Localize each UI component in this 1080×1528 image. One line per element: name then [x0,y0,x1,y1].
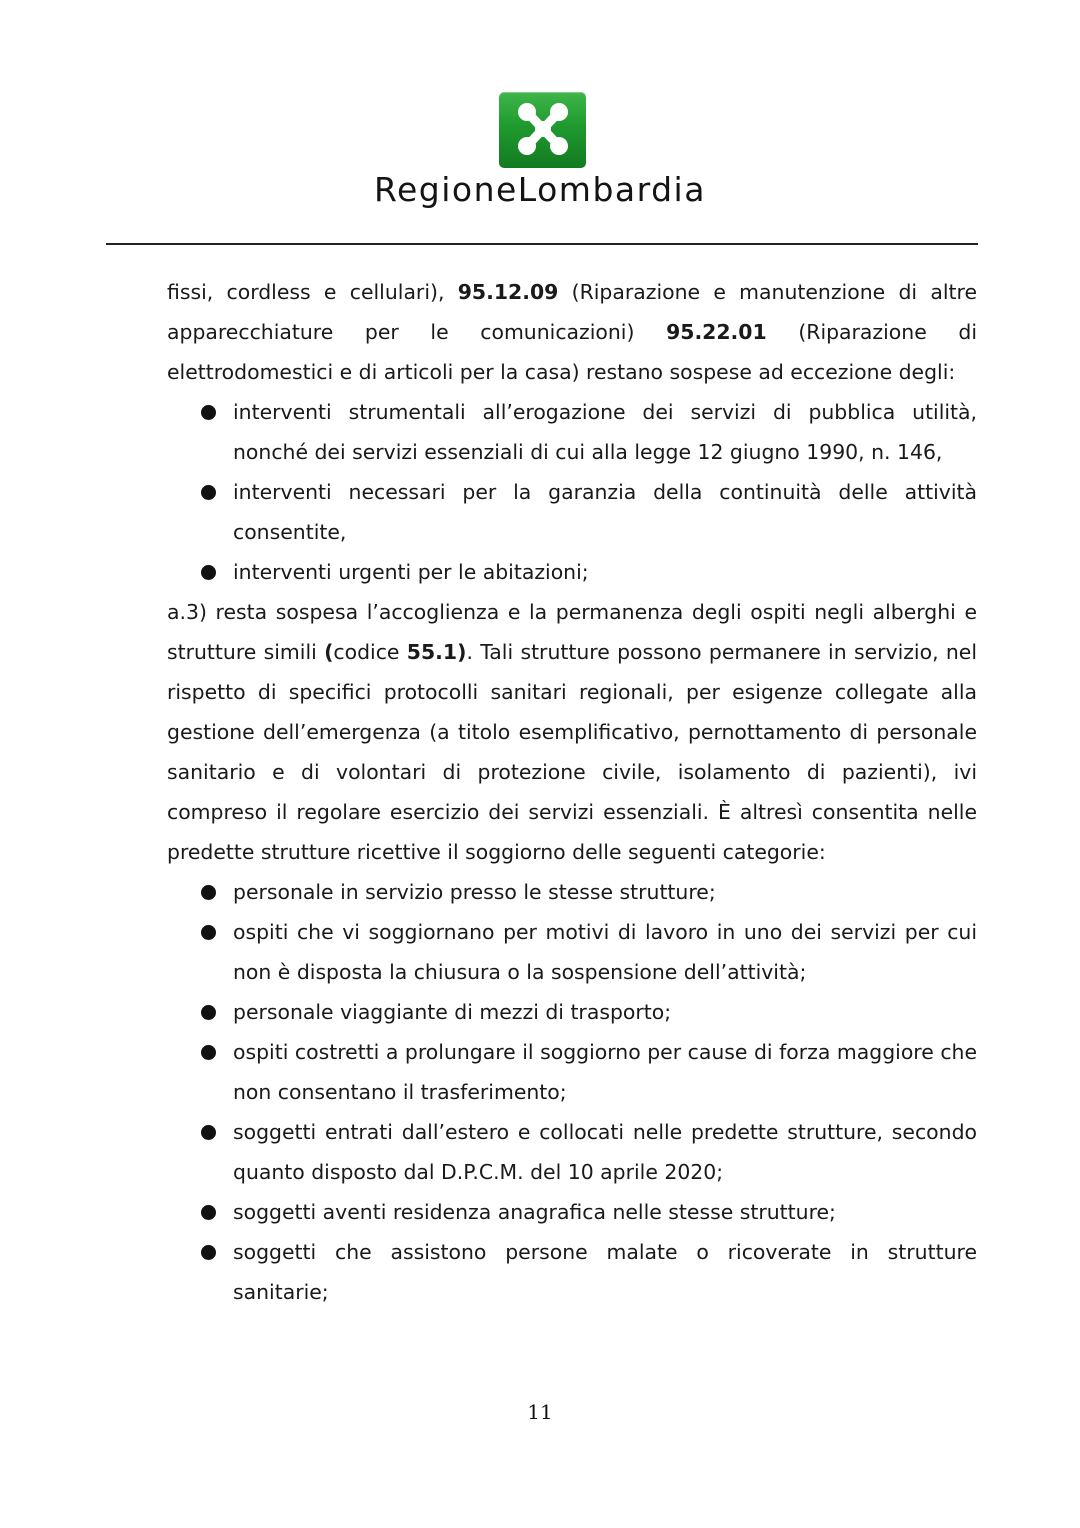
paragraph-2 [167,592,977,872]
rosa-camuna-icon [499,92,586,168]
regione-lombardia-logo [499,92,586,168]
list-item-text: personale viaggiante di mezzi di trasporto; [233,1000,672,1024]
list-item [167,392,977,472]
list-item-text: soggetti aventi residenza anagrafica nelle stesse strutture; [233,1200,836,1224]
ateco-code: 55.1) [406,640,467,664]
bullet-icon [201,565,216,580]
bullet-icon [201,1245,216,1260]
list-item [167,1232,977,1312]
list-item-text: interventi strumentali all’erogazione dei servizi di pubblica utilità, nonché dei servizi essenziali di cui alla legge 12 giugno 1990, n. 146, [233,400,977,464]
bullet-icon [201,1005,216,1020]
paragraph-1 [167,272,977,392]
paren: ( [324,640,334,664]
text: (Riparazione di elettrodomestici e di articoli per la casa) restano sospese ad eccezione degli: [167,320,977,384]
text: a.3) resta sospesa l’accoglienza e la permanenza degli ospiti negli alberghi e strutture simili [167,600,977,664]
categories-list [167,872,977,1312]
page-number: 11 [527,1400,553,1424]
list-item [167,992,977,1032]
page-header [0,0,1080,250]
list-item-text: interventi necessari per la garanzia della continuità delle attività consentite, [233,480,977,544]
list-item [167,472,977,552]
bullet-icon [201,1205,216,1220]
list-item [167,552,977,592]
list-item [167,1192,977,1232]
bullet-icon [201,885,216,900]
header-divider [106,243,978,245]
document-body [167,272,977,1312]
list-item-text: soggetti entrati dall’estero e collocati nelle predette strutture, secondo quanto disposto dal D.P.C.M. del 10 aprile 2020; [233,1120,977,1184]
list-item-text: interventi urgenti per le abitazioni; [233,560,589,584]
list-item [167,1032,977,1112]
list-item [167,912,977,992]
list-item-text: personale in servizio presso le stesse strutture; [233,880,716,904]
bullet-icon [201,485,216,500]
bullet-icon [201,405,216,420]
list-item-text: ospiti che vi soggiornano per motivi di lavoro in uno dei servizi per cui non è disposta la chiusura o la sospensione dell’attività; [233,920,977,984]
text: . Tali strutture possono permanere in servizio, nel rispetto di specifici protocolli sanitari regionali, per esigenze collegate alla gestione dell’emergenza (a titolo esemplificativo, pernottamento di personale sanitario e di volontari di protezione civile, isolamento di pazienti), ivi compreso il regolare esercizio dei servizi essenziali. È altresì consentita nelle predette strutture ricettive il soggiorno delle seguenti categorie: [167,640,977,864]
exceptions-list [167,392,977,592]
list-item-text: soggetti che assistono persone malate o ricoverate in strutture sanitarie; [233,1240,977,1304]
text: (Riparazione e manutenzione di altre apparecchiature per le comunicazioni) [167,280,977,344]
brand-name: RegioneLombardia [374,170,706,209]
text: fissi, cordless e cellulari), [167,280,458,304]
ateco-code: 95.12.09 [457,280,559,304]
list-item [167,872,977,912]
text: codice [333,640,407,664]
ateco-code: 95.22.01 [666,320,767,344]
bullet-icon [201,1125,216,1140]
bullet-icon [201,925,216,940]
list-item-text: ospiti costretti a prolungare il soggiorno per cause di forza maggiore che non consentano il trasferimento; [233,1040,977,1104]
bullet-icon [201,1045,216,1060]
list-item [167,1112,977,1192]
